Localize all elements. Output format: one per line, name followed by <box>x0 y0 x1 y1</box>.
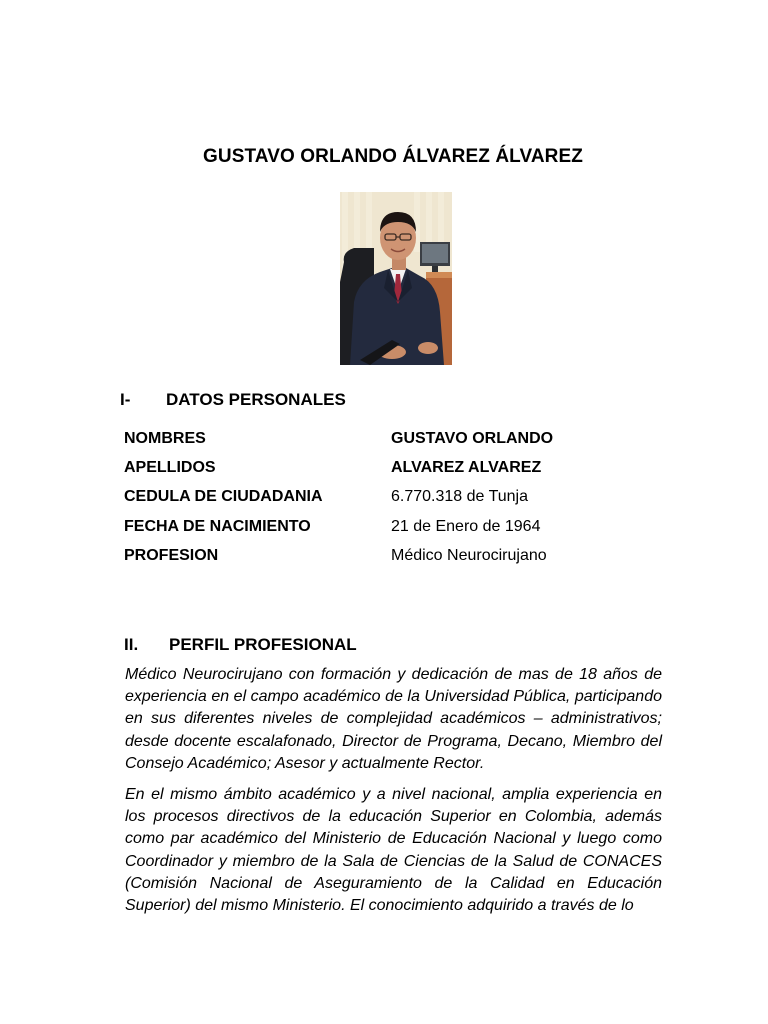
table-row <box>124 547 644 576</box>
row-value: 21 de Enero de 1964 <box>391 517 541 535</box>
table-row <box>124 488 644 517</box>
row-value: GUSTAVO ORLANDO <box>391 430 554 447</box>
personal-data-table <box>124 430 644 576</box>
row-value: ALVAREZ ALVAREZ <box>391 459 542 477</box>
table-row <box>124 518 644 547</box>
row-label: APELLIDOS <box>124 459 216 477</box>
portrait-photo <box>340 192 452 365</box>
row-label: PROFESION <box>124 546 219 564</box>
row-value: 6.770.318 de Tunja <box>391 488 529 506</box>
row-label: FECHA DE NACIMIENTO <box>124 517 311 535</box>
section-number: I- <box>120 390 131 409</box>
section-title: DATOS PERSONALES <box>166 390 346 409</box>
profile-paragraph: En el mismo ámbito académico y a nivel nacional, amplia experiencia en los procesos directivos de la educación Superior en Colombia, además como par académico del Ministerio de Educación Nacional y luego como Coordinador y miembro de la Sala de Ciencias de la Salud de CONACES (Comisión Nacional de Aseguramiento de la Calidad en Educación Superior) del mismo Ministerio. El conocimiento adquirido a través de lo <box>125 786 662 915</box>
profile-paragraph: Médico Neurocirujano con formación y dedicación de mas de 18 años de experiencia en el campo académico de la Universidad Pública, participando en sus diferentes niveles de complejidad académicos – administrativos; desde docente escalafonado, Director de Programa, Decano, Miembro del Consejo Académico; Asesor y actualmente Rector. <box>125 666 662 772</box>
section-title: PERFIL PROFESIONAL <box>169 635 357 654</box>
section-number: II. <box>124 635 139 654</box>
row-label: CEDULA DE CIUDADANIA <box>124 488 323 506</box>
row-label: NOMBRES <box>124 430 206 447</box>
table-row <box>124 459 644 488</box>
row-value: Médico Neurocirujano <box>391 546 547 564</box>
table-row <box>124 430 644 459</box>
page-title: GUSTAVO ORLANDO ÁLVAREZ ÁLVAREZ <box>203 146 583 167</box>
person-portrait-photo-icon <box>340 192 452 365</box>
